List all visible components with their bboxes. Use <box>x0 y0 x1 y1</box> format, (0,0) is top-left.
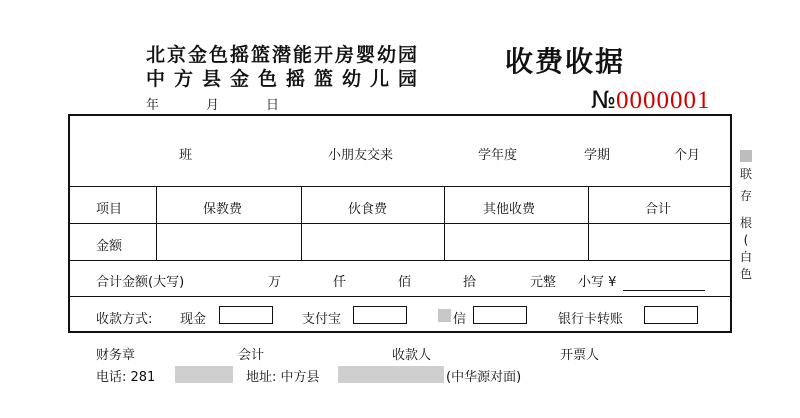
payee-label: 收款人 <box>392 348 432 363</box>
divider <box>156 186 157 260</box>
school-name-line2: 中方县金色摇篮幼儿园 <box>146 68 427 90</box>
number-sign: № <box>591 86 616 114</box>
term-label: 学期 <box>584 148 611 163</box>
wechat-checkbox[interactable] <box>473 306 527 324</box>
unit-shi: 拾 <box>463 275 477 290</box>
school-year-label: 学年度 <box>478 148 518 163</box>
redacted-mark <box>740 150 752 162</box>
side-char: 存 <box>739 189 752 203</box>
side-char: 根 <box>739 216 752 230</box>
cash-checkbox[interactable] <box>219 306 273 324</box>
child-label: 小朋友交来 <box>328 148 394 163</box>
divider <box>70 223 730 224</box>
class-label: 班 <box>179 148 193 163</box>
divider <box>70 296 730 297</box>
receipt-table <box>68 114 732 333</box>
divider <box>444 186 445 260</box>
divider <box>301 186 302 260</box>
total-amount-label: 合计金额(大写) <box>96 275 185 290</box>
divider <box>588 186 589 260</box>
redacted-phone <box>175 366 233 383</box>
redacted-mark <box>438 309 451 322</box>
alipay-label: 支付宝 <box>302 312 342 327</box>
receipt-number <box>591 86 710 115</box>
alipay-checkbox[interactable] <box>353 306 407 324</box>
fee-column-tuition: 保教费 <box>203 202 243 217</box>
yuan-label: 元整 <box>530 275 557 290</box>
divider <box>70 186 730 187</box>
divider <box>70 260 730 261</box>
receipt-number-value: 0000001 <box>615 87 711 114</box>
receipt-title: 收费收据 <box>505 45 626 78</box>
issuer-label: 开票人 <box>560 348 600 363</box>
address-landmark: (中华源对面) <box>446 370 522 385</box>
side-char: 联 <box>739 167 752 181</box>
address-label: 地址: 中方县 <box>246 370 320 385</box>
amount-underline[interactable] <box>623 290 705 291</box>
side-char: 白 <box>739 250 752 264</box>
finance-seal-label: 财务章 <box>96 348 136 363</box>
lowercase-amount-label: 小写 ¥ <box>578 275 617 290</box>
phone-label: 电话: 281 <box>96 370 156 385</box>
months-label: 个月 <box>674 148 701 163</box>
bank-transfer-label: 银行卡转账 <box>558 312 624 327</box>
payment-method-label: 收款方式: <box>96 312 153 327</box>
date-year-label: 年 <box>146 98 160 113</box>
side-char: 色 <box>739 267 752 281</box>
cash-label: 现金 <box>180 312 207 327</box>
item-label: 项目 <box>96 202 123 217</box>
bank-transfer-checkbox[interactable] <box>644 306 698 324</box>
fee-column-other: 其他收费 <box>483 202 536 217</box>
unit-wan: 万 <box>268 275 282 290</box>
date-day-label: 日 <box>266 98 280 113</box>
accountant-label: 会计 <box>238 348 265 363</box>
side-copy-note <box>737 166 755 283</box>
fee-column-total: 合计 <box>645 202 672 217</box>
unit-qian: 仟 <box>333 275 347 290</box>
wechat-label: 信 <box>453 312 467 327</box>
school-name-line1: 北京金色摇篮潜能开房婴幼园 <box>146 44 420 66</box>
fee-column-meals: 伙食费 <box>348 202 388 217</box>
unit-bai: 佰 <box>398 275 412 290</box>
amount-label: 金额 <box>96 239 123 254</box>
side-char: ( <box>743 233 749 247</box>
date-month-label: 月 <box>206 98 220 113</box>
redacted-address <box>338 366 444 383</box>
